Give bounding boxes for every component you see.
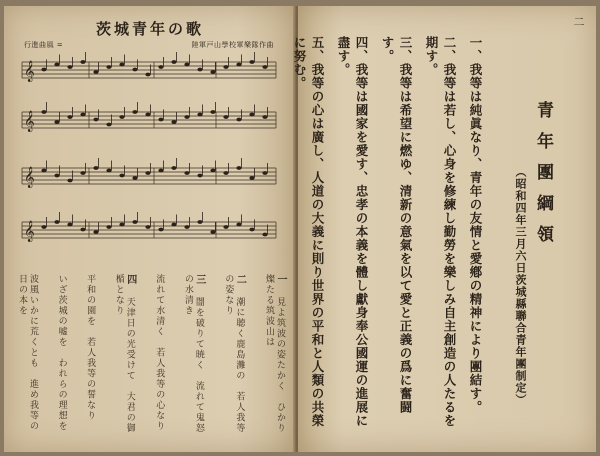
note-head [145,73,150,77]
note-head [249,228,254,232]
note-head [132,220,137,224]
note-head [145,113,150,117]
note-head [54,174,59,178]
note-head [236,118,241,122]
note-head [223,65,228,69]
song-lyrics [16,274,286,444]
lyric-verse [56,274,67,439]
note-head [67,115,72,119]
note-head [119,63,124,67]
treble-clef-icon: 𝄞 [24,111,35,132]
note-head [158,169,163,173]
note-head [41,225,46,229]
enactment-note: （昭和四年三月六日茨城縣聯合青年團制定） [514,166,527,406]
composer-credit: 陸軍戸山學校軍樂隊作曲 [191,41,274,49]
note-head [93,118,98,122]
treble-clef-icon: 𝄞 [24,167,35,188]
note-head [236,223,241,227]
note-head [262,171,267,175]
lyric-verse [84,274,95,439]
note-head [67,65,72,69]
note-head [80,60,85,64]
note-head [223,171,228,175]
note-head [197,68,202,72]
note-head [106,225,111,229]
note-head [132,176,137,180]
note-head [184,171,189,175]
verse-text: 闇を破りて暁く 流れて鬼怒の水清き [182,274,204,434]
article-5: 五、我等の心は廣し、人道の大義に則り世界の平和と人類の共榮に努む。 [292,36,325,428]
articles-list [290,36,484,436]
tempo-note: 行進曲風 = [24,41,64,49]
page-heading: 青年團綱領 [533,101,553,256]
verse-text: 波風いかに荒くとも 進め我等の日の本を [17,274,38,432]
note-head [145,225,150,229]
article-1: 一、我等は純眞なり、青年の友情と愛鄕の精神により團結す。 [468,36,483,414]
article-3: 三、我等は希望に燃ゆ、清新の意氣を以て愛と正義の爲に奮闘す。 [380,36,413,414]
note-head [106,65,111,69]
note-head [262,115,267,119]
note-head [210,110,215,114]
verse-text: 平和の園を 若人我等の誓なり [85,274,96,421]
sheet-music [4,50,296,260]
verse-number: 三 [193,274,205,297]
lyric-verse [182,274,205,439]
note-head [210,70,215,74]
verse-text: 流れて水清く 若人我等の心なり [154,274,165,432]
note-head [119,223,124,227]
note-head [158,65,163,69]
note-head [80,171,85,175]
lyric-verse [153,274,164,439]
left-page [4,6,296,452]
note-head [171,223,176,227]
verse-text: 潮に聴く鹿島灘の 若人我等の姿なり [223,274,245,434]
note-head [171,166,176,170]
note-head [197,174,202,178]
note-head [223,225,228,229]
note-head [80,113,85,117]
note-head [132,110,137,114]
note-head [93,166,98,170]
verse-number: 四 [124,274,136,297]
note-head [119,115,124,119]
note-head [106,123,111,127]
verse-number: 二 [234,274,246,297]
note-head [80,228,85,232]
note-head [184,225,189,229]
song-title: 茨城青年の歌 [95,20,204,38]
note-head [171,120,176,124]
note-head [67,223,72,227]
note-head [210,230,215,234]
lyric-verse [113,274,136,439]
note-head [236,63,241,67]
note-head [262,233,267,237]
treble-clef-icon: 𝄞 [24,61,35,82]
article-4: 四、我等は國家を愛す、忠孝の本義を體し獻身奉公國運の進展に盡す。 [336,36,369,428]
note-head [249,60,254,64]
note-head [210,169,215,173]
verse-text: 天津日の光受けて 大君の御楯となり [113,274,135,434]
note-head [119,174,124,178]
note-head [158,118,163,122]
note-head [249,113,254,117]
note-head [41,68,46,72]
note-head [145,171,150,175]
note-head [223,115,228,119]
note-head [236,166,241,170]
note-head [67,179,72,183]
verse-text: 見よ筑波の姿たかく ひかり燦たる筑波山は [263,274,285,434]
treble-clef-icon: 𝄞 [24,221,35,242]
note-head [106,169,111,173]
note-head [41,169,46,173]
page-number: 二 [572,16,585,27]
article-2: 二、我等は若し、心身を修練し勤勞を樂しみ自主創造の人たるを期す。 [424,36,457,428]
note-head [93,230,98,234]
note-head [41,110,46,114]
right-page [292,6,596,452]
note-head [54,63,59,67]
verse-number: 一 [274,274,286,297]
note-head [158,228,163,232]
note-head [184,63,189,67]
lyric-verse [263,274,286,439]
lyric-verse [16,274,38,439]
note-head [262,65,267,69]
note-head [197,113,202,117]
note-head [54,220,59,224]
note-head [197,220,202,224]
note-head [132,68,137,72]
note-head [249,176,254,180]
verse-text: いざ茨城の嘘を われらの理想を [56,274,67,432]
lyric-verse [222,274,245,439]
note-head [54,120,59,124]
note-head [93,70,98,74]
note-head [184,115,189,119]
note-head [171,60,176,64]
